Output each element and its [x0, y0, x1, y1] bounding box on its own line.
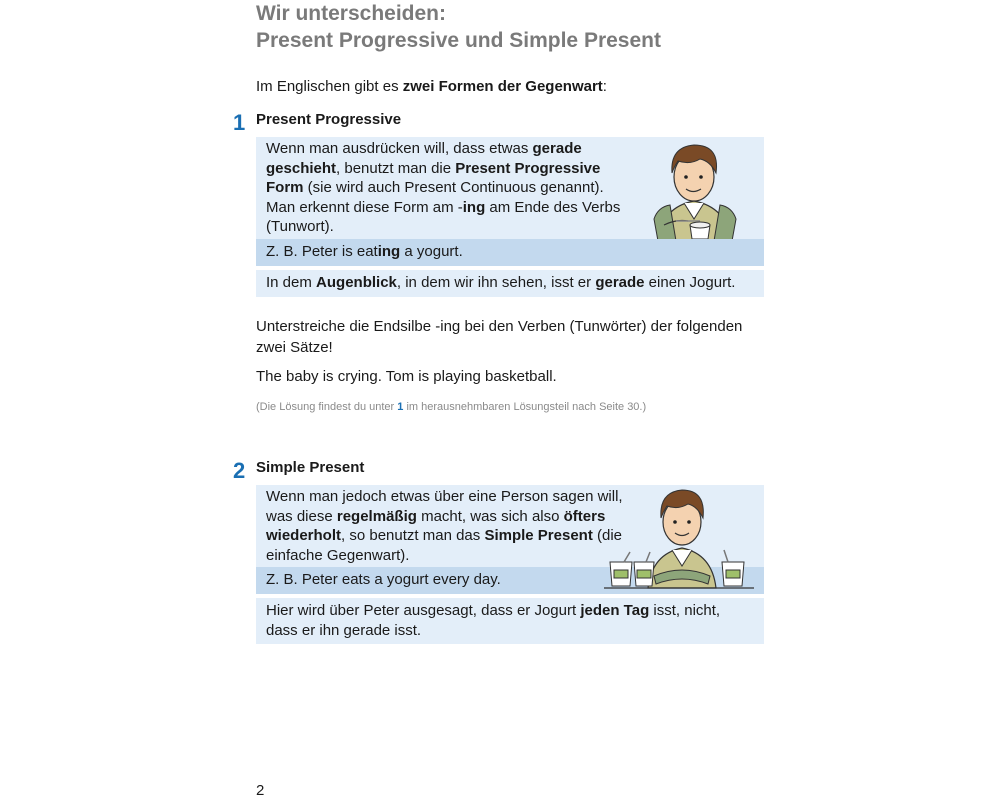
exercise-sentences: The baby is crying. Tom is playing basketball.: [256, 368, 557, 385]
section-2-definition: Wenn man jedoch etwas über eine Person sagen will, was diese regelmäßig macht, was sich also öfters wiederholt, so benutzt man das Simple Present (die einfache Gegenwart).: [266, 488, 623, 564]
section-2-heading: Simple Present: [256, 459, 365, 476]
title-line-2: Present Progressive und Simple Present: [256, 29, 661, 52]
solution-note: (Die Lösung findest du unter 1 im herausnehmbaren Lösungsteil nach Seite 30.): [256, 401, 647, 413]
section-1-heading: Present Progressive: [256, 111, 402, 128]
exercise-instruction: Unterstreiche die Endsilbe -ing bei den Verben (Tunwörter) der folgenden zwei Sätze!: [256, 318, 743, 356]
page-title: [256, 0, 856, 54]
section-2-number: 2: [233, 458, 246, 483]
boy-with-yogurts-illustration: [604, 488, 754, 594]
section-1-number: 1: [233, 110, 246, 135]
title-line-1: Wir unterscheiden:: [256, 2, 447, 25]
page-number: 2: [256, 782, 265, 799]
intro-text: Im Englischen gibt es zwei Formen der Gegenwart:: [256, 78, 607, 95]
section-1-definition: Wenn man ausdrücken will, dass etwas gerade geschieht, benutzt man die Present Progressive Form (sie wird auch Present Continuous genannt). Man erkennt diese Form am -ing am Ende des Verbs (Tunwort).: [266, 140, 621, 235]
section-1-example: Z. B. Peter is eating a yogurt.: [256, 239, 764, 266]
section-1-explanation: In dem Augenblick, in dem wir ihn sehen, isst er gerade einen Jogurt.: [256, 270, 764, 297]
section-2-example: Z. B. Peter eats a yogurt every day.: [256, 567, 764, 594]
section-2-explanation: Hier wird über Peter ausgesagt, dass er Jogurt jeden Tag isst, nicht, dass er ihn gerade isst.: [256, 598, 764, 644]
boy-eating-yogurt-illustration: [636, 139, 756, 243]
